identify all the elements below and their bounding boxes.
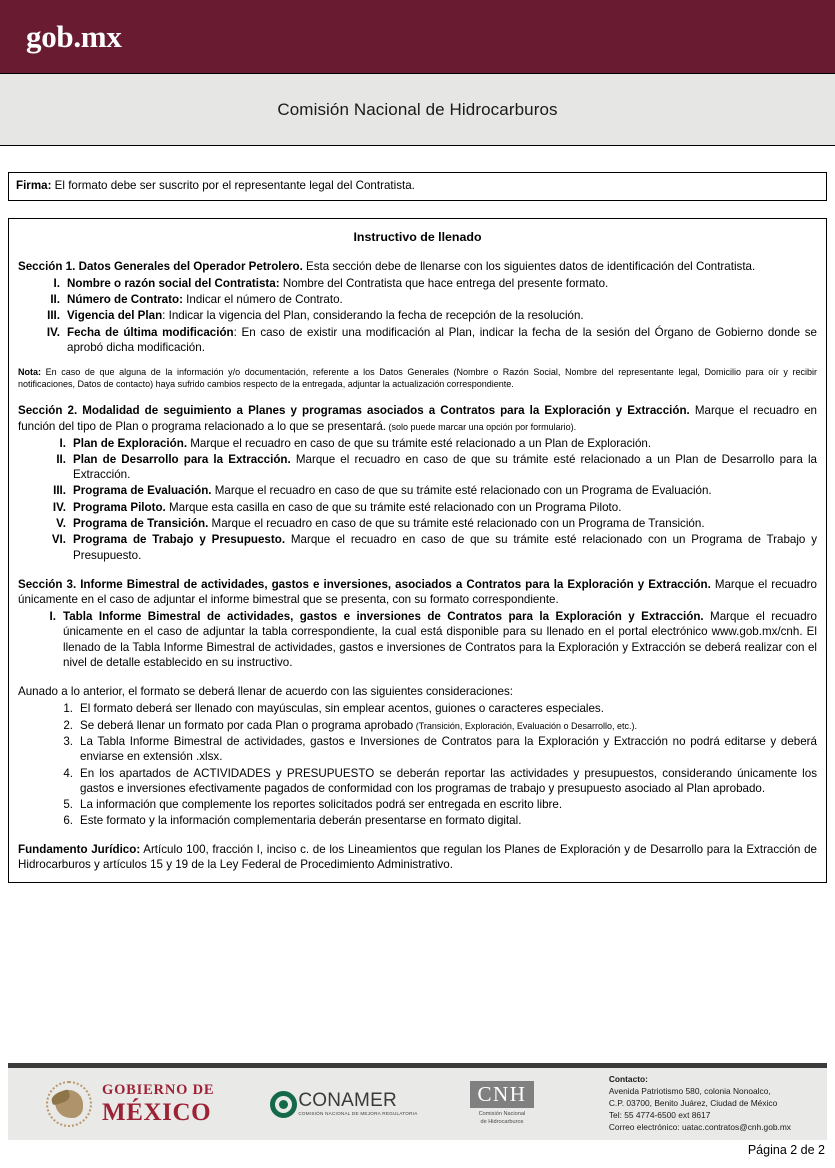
list-text-rest: Marque el recuadro en caso de que su trámite esté relacionado con un Programa de Transición. — [208, 517, 705, 531]
list-marker: 6. — [63, 814, 73, 828]
seccion3-list — [18, 609, 817, 670]
list-text — [73, 500, 817, 515]
instructivo-title: Instructivo de llenado — [353, 230, 482, 245]
seccion1-heading-rest: Esta sección debe de llenarse con los siguientes datos de identificación del Contratista. — [302, 259, 756, 273]
list-marker: 5. — [63, 798, 73, 812]
seccion1-list — [18, 276, 817, 355]
list-text — [67, 276, 817, 291]
footer-body — [8, 1068, 827, 1140]
mexican-eagle-emblem-icon — [46, 1081, 92, 1127]
consideraciones-intro: Aunado a lo anterior, el formato se deberá llenar de acuerdo con las siguientes consideraciones: — [18, 685, 513, 699]
page-footer — [8, 1063, 827, 1140]
seccion1-nota — [18, 366, 817, 390]
seccion2-heading-rest: Marque el recuadro en función del tipo de Plan o programa relacionado a lo que se presentará. — [18, 404, 818, 433]
list-text-bold: Programa de Trabajo y Presupuesto. — [73, 533, 286, 547]
list-text-bold: Plan de Desarrollo para la Extracción. — [73, 452, 291, 466]
fundamento-text: Artículo 100, fracción I, inciso c. de los Lineamientos que regulan los Planes de Exploración y de Desarrollo para la Extracción de Hidrocarburos y artículos 15 y 19 de la Ley Federal de Procedimiento Administrativo. — [18, 842, 818, 871]
seccion3-heading-rest: Marque el recuadro únicamente en el caso de adjuntar el informe bimestral que se presenta, con su formato correspondiente. — [18, 577, 817, 606]
cnh-subtitle-line2: de Hidrocarburos — [480, 1119, 524, 1126]
firma-box — [8, 172, 827, 201]
gobmx-brand-bar — [0, 0, 835, 74]
list-text-rest: Marque esta casilla en caso de que su trámite esté relacionado con un Programa Piloto. — [165, 500, 622, 514]
list-text-rest: : En caso de existir una modificación al Plan, indicar la fecha de la sesión del Órgano de Gobierno donde se aprobó dicha modificación. — [67, 325, 817, 354]
list-text-bold: Nombre o razón social del Contratista: — [67, 276, 280, 290]
fundamento-label: Fundamento Jurídico: — [18, 842, 141, 856]
list-item — [18, 325, 817, 356]
list-text — [80, 813, 817, 828]
cnh-subtitle — [470, 1111, 535, 1126]
contact-email: Correo electrónico: uatac.contratos@cnh.gob.mx — [608, 1121, 791, 1132]
list-item — [18, 609, 817, 670]
list-marker: III. — [53, 484, 66, 498]
list-text-main: El formato deberá ser llenado con mayúsculas, sin emplear acentos, guiones o caracteres especiales. — [80, 702, 604, 716]
list-text-rest: Nombre del Contratista que hace entrega del presente formato. — [279, 276, 609, 290]
cnh-mark: CNH — [470, 1081, 535, 1108]
seccion1-heading-bold: Sección 1. Datos Generales del Operador Petrolero. — [18, 259, 303, 273]
firma-label: Firma: — [16, 179, 52, 192]
list-item — [18, 766, 817, 797]
contact-label: Contacto: — [608, 1074, 648, 1085]
nota-text: En caso de que alguna de la información y/o documentación, referente a los Datos Generales (Nombre o Razón Social, Nombre del representante legal, Domicilio para oír y recibir notificaciones, Datos de contacto) haya sufrido cambios respecto de la entregada, adjuntar la actualización correspondiente. — [18, 367, 817, 390]
list-text-bold: Vigencia del Plan — [67, 309, 163, 323]
conamer-subtitle: COMISIÓN NACIONAL DE MEJORA REGULATORIA — [298, 1111, 418, 1117]
list-item — [18, 276, 817, 291]
list-text — [73, 436, 817, 451]
conamer-name: CONAMER — [298, 1090, 397, 1112]
list-text — [80, 797, 817, 812]
list-marker: 1. — [63, 702, 73, 716]
seccion1-heading — [18, 259, 817, 274]
list-text — [80, 734, 817, 765]
list-text — [80, 718, 817, 733]
list-marker: 2. — [63, 718, 73, 732]
list-text-rest: Indicar el número de Contrato. — [182, 292, 343, 306]
contact-address-line1: Avenida Patriotismo 580, colonia Nonoalco, — [608, 1086, 771, 1097]
gobierno-line1: GOBIERNO DE — [102, 1082, 215, 1099]
list-item — [18, 718, 817, 733]
list-marker: I. — [59, 436, 66, 450]
list-text-main: En los apartados de ACTIVIDADES y PRESUPUESTO se deberán reportar las actividades y presupuestos, considerando únicamente los gastos e inversiones efectivamente pagados de conformidad con los programas de trabajo y presupuesto asociado al Plan aprobado. — [80, 766, 817, 795]
list-text-bold: Plan de Exploración. — [73, 436, 188, 450]
list-marker: II. — [56, 452, 66, 466]
list-item — [18, 701, 817, 716]
list-item — [18, 516, 817, 531]
page-header — [0, 0, 835, 146]
list-item — [18, 813, 817, 828]
list-text — [67, 308, 817, 323]
cnh-logo — [470, 1081, 535, 1126]
list-text — [73, 516, 817, 531]
list-text-rest: Marque el recuadro en caso de que su trámite esté relacionado a un Plan de Desarrollo para la Extracción. — [73, 452, 817, 482]
dependency-title: Comisión Nacional de Hidrocarburos — [277, 99, 558, 119]
list-marker: 4. — [63, 766, 73, 780]
list-text — [67, 325, 817, 356]
conamer-wordmark — [298, 1091, 417, 1117]
list-text-bold: Programa de Evaluación. — [73, 484, 212, 498]
list-text-rest: Marque el recuadro en caso de que su trámite esté relacionado a un Plan de Exploración. — [187, 436, 652, 450]
list-text-rest: : Indicar la vigencia del Plan, considerando la fecha de recepción de la resolución. — [162, 309, 584, 323]
contact-address-line2: C.P. 03700, Benito Juárez, Ciudad de México — [608, 1098, 778, 1109]
seccion2-heading — [18, 403, 817, 433]
seccion3-heading — [18, 577, 817, 607]
seccion2-list — [18, 436, 817, 563]
fundamento-juridico — [18, 842, 817, 872]
instructivo-box — [8, 218, 827, 882]
gobierno-de-mexico-logo — [46, 1081, 214, 1127]
list-text-bold: Programa Piloto. — [73, 500, 166, 514]
document-content — [8, 172, 827, 883]
list-text — [80, 766, 817, 797]
list-marker: III. — [47, 309, 60, 323]
list-marker: V. — [56, 517, 66, 531]
contact-phone: Tel: 55 4774-6500 ext 8617 — [608, 1109, 711, 1120]
list-item — [18, 483, 817, 498]
firma-text: El formato debe ser suscrito por el representante legal del Contratista. — [51, 179, 415, 192]
list-text-tiny: (Transición, Exploración, Evaluación o Desarrollo, etc.). — [413, 720, 637, 731]
list-item — [18, 797, 817, 812]
list-text-bold: Tabla Informe Bimestral de actividades, gastos e inversiones de Contratos para la Exploración y Extracción. — [63, 610, 704, 624]
list-text — [80, 701, 817, 716]
seccion2-heading-tiny: (solo puede marcar una opción por formulario). — [386, 421, 577, 432]
list-item — [18, 308, 817, 323]
dependency-title-bar — [0, 74, 835, 146]
gobmx-logo: gob.mx — [26, 18, 122, 54]
list-marker: I. — [53, 276, 60, 290]
list-item — [18, 532, 817, 563]
nota-label: Nota: — [18, 367, 41, 378]
list-marker: II. — [50, 292, 60, 306]
list-text-main: Se deberá llenar un formato por cada Plan o programa aprobado — [80, 718, 414, 732]
contact-info — [609, 1074, 813, 1134]
cnh-subtitle-line1: Comisión Nacional — [478, 1111, 526, 1118]
list-item — [18, 452, 817, 483]
conamer-spiral-icon — [270, 1091, 297, 1118]
list-marker: IV. — [46, 325, 60, 339]
list-item — [18, 734, 817, 765]
list-marker: IV. — [52, 500, 66, 514]
list-text-main: La Tabla Informe Bimestral de actividades, gastos e Inversiones de Contratos para la Exploración y Extracción no podrá editarse y deberá enviarse en extensión .xlsx. — [80, 734, 817, 764]
list-text-rest: Marque el recuadro en caso de que su trámite esté relacionado con un Programa de Trabajo y Presupuesto. — [73, 533, 817, 562]
list-text-bold: Programa de Transición. — [73, 517, 209, 531]
seccion2-heading-bold: Sección 2. Modalidad de seguimiento a Planes y programas asociados a Contratos para la Exploración y Extracción. — [18, 404, 690, 418]
list-marker: I. — [49, 610, 56, 624]
list-text-main: La información que complemente los reportes solicitados podrá ser entregada en escrito libre. — [80, 798, 563, 812]
footer-logos — [22, 1081, 534, 1127]
seccion3-heading-bold: Sección 3. Informe Bimestral de actividades, gastos e inversiones, asociados a Contratos para la Exploración y Extracción. — [18, 577, 711, 591]
list-text-rest: Marque el recuadro únicamente en el caso de adjuntar la tabla correspondiente, la cual está disponible para su llenado en el portal electrónico www.gob.mx/cnh. El llenado de la Tabla Informe Bimestral de actividades, gastos e inversiones de Contratos para la Exploración y Extracción se deberá realizar con el nivel de detalle establecido en su instructivo. — [63, 610, 817, 669]
consideraciones-list — [18, 701, 817, 828]
list-text-bold: Número de Contrato: — [67, 292, 183, 306]
gobierno-de-mexico-wordmark — [102, 1083, 214, 1125]
list-text — [63, 609, 817, 670]
list-text-rest: Marque el recuadro en caso de que su trámite esté relacionado con un Programa de Evaluación. — [211, 484, 712, 498]
conamer-logo — [270, 1091, 417, 1118]
gobierno-line2: MÉXICO — [102, 1098, 212, 1126]
list-item — [18, 292, 817, 307]
list-marker: 3. — [63, 734, 73, 748]
list-item — [18, 500, 817, 515]
list-text — [73, 483, 817, 498]
list-marker: VI. — [51, 533, 66, 547]
list-item — [18, 436, 817, 451]
list-text — [73, 452, 817, 483]
list-text — [67, 292, 817, 307]
page-number: Página 2 de 2 — [747, 1143, 825, 1157]
list-text-main: Este formato y la información complementaria deberán presentarse en formato digital. — [80, 814, 522, 828]
list-text — [73, 532, 817, 563]
list-text-bold: Fecha de última modificación — [67, 325, 234, 339]
